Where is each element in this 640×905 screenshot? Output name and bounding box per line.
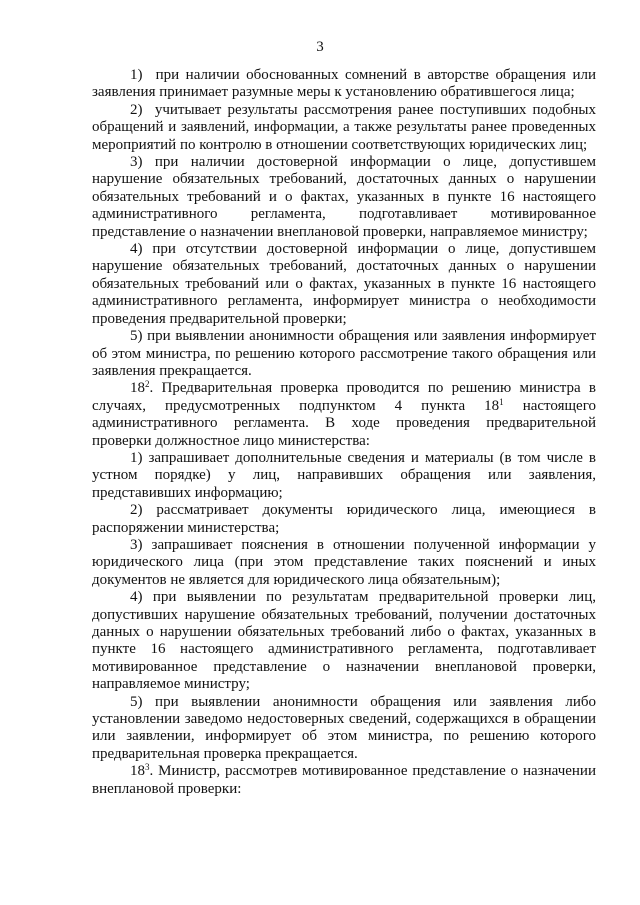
clause-text-continued: настоящего административного регламента. В ходе проведения предварительной проверки должностное лицо министерства: (92, 397, 596, 449)
paragraph-item-3: 3) при наличии достоверной информации о лице, допустившем нарушение обязательных требований, достаточных данных о нарушении обязательных требований и о фактах, указанных в пункте 16 настоящего административного регламента, подготавливает мотивированное представление о назначении внеплановой проверки, направляемое министру; (92, 154, 596, 240)
paragraph-subitem-5: 5) при выявлении анонимности обращения или заявления либо установлении заведомо недостоверных сведений, содержащихся в обращении или заявлении, информирует об этом министра, по решению которого предварительная проверка прекращается. (92, 693, 596, 762)
page-number: 3 (316, 39, 324, 55)
paragraph-item-2: 2) учитывает результаты рассмотрения ранее поступивших подобных обращений и заявлений, информации, а также результаты ранее проведенных мероприятий по контролю в отношении соответствующих юридических лиц; (92, 101, 596, 153)
paragraph-subitem-1: 1) запрашивает дополнительные сведения и материалы (в том числе в устном порядке) у лиц, направивших обращения или заявления, представивших информацию; (92, 449, 596, 501)
reference-superscript: 1 (499, 396, 504, 407)
paragraph-clause-18-3 (92, 763, 596, 798)
paragraph-item-1: 1) при наличии обоснованных сомнений в авторстве обращения или заявления принимает разумные меры к установлению обратившегося лица; (92, 67, 596, 101)
clause-number: 18 (130, 380, 145, 397)
paragraph-subitem-3: 3) запрашивает пояснения в отношении полученной информации у юридического лица (при этом представление таких пояснений и иных документов не является для юридического лица обязательным); (92, 536, 596, 588)
document-body (92, 67, 596, 798)
clause-text: . Министр, рассмотрев мотивированное представление о назначении внеплановой проверки: (92, 763, 596, 797)
paragraph-subitem-2: 2) рассматривает документы юридического лица, имеющиеся в распоряжении министерства; (92, 502, 596, 536)
clause-text: . Предварительная проверка проводится по решению министра в случаях, предусмотренных подпунктом 4 пункта 18 (92, 380, 596, 414)
clause-superscript: 3 (145, 762, 150, 773)
paragraph-subitem-4: 4) при выявлении по результатам предварительной проверки лиц, допустивших нарушение обязательных требований, получении достаточных данных о нарушении обязательных требований либо о фактах, указанных в пункте 16 настоящего административного регламента, подготавливает мотивированное представление о назначении внеплановой проверки, направляемое министру; (92, 589, 596, 693)
paragraph-item-4: 4) при отсутствии достоверной информации о лице, допустившем нарушение обязательных требований, достаточных данных о нарушении обязательных требований или о фактах, указанных в пункте 16 настоящего административного регламента, информирует министра о необходимости проведения предварительной проверки; (92, 241, 596, 327)
paragraph-item-5: 5) при выявлении анонимности обращения или заявления информирует об этом министра, по решению которого рассмотрение такого обращения или заявления прекращается. (92, 328, 596, 379)
clause-superscript: 2 (145, 379, 150, 390)
clause-number: 18 (130, 763, 145, 780)
paragraph-clause-18-2 (92, 380, 596, 450)
